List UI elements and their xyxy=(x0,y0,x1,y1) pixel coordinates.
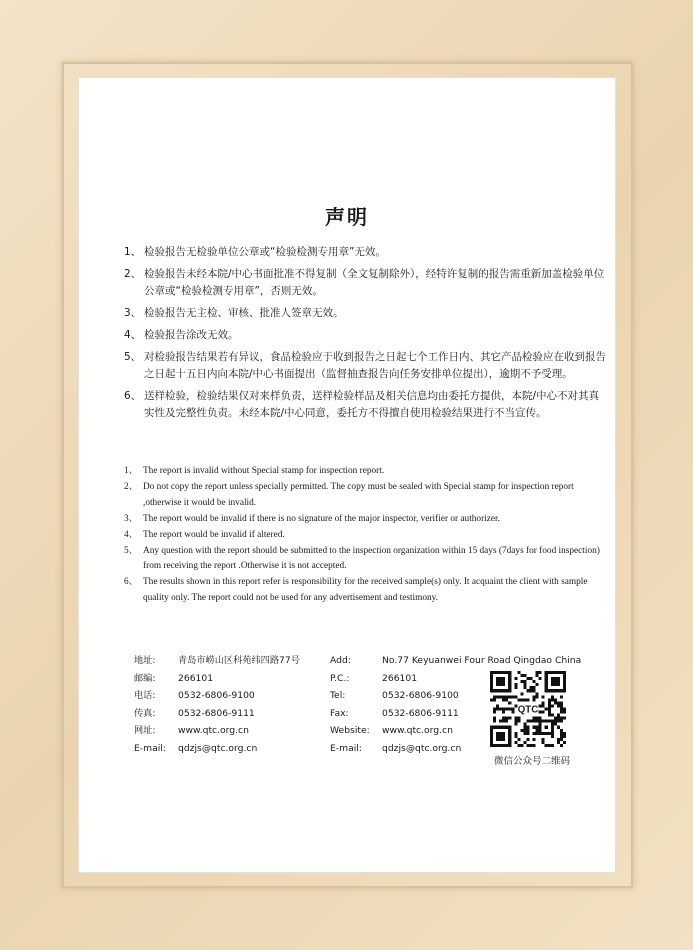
item-number: 4、 xyxy=(124,529,138,540)
qr-caption: 微信公众号二维码 xyxy=(493,756,570,767)
contact-value-cn: qdzjs@qtc.org.cn xyxy=(178,742,258,754)
contact-row xyxy=(134,652,582,670)
item-number: 1、 xyxy=(124,246,142,258)
contact-value-cn: 0532-6806-9111 xyxy=(178,707,255,719)
document-page xyxy=(78,77,616,873)
qr-logo-text: QTC xyxy=(517,704,539,716)
contact-label-en: Fax: xyxy=(330,707,349,719)
item-number: 6、 xyxy=(124,390,142,402)
contact-row xyxy=(134,705,514,723)
contact-label-en: Add: xyxy=(330,655,351,666)
list-item xyxy=(124,349,608,383)
item-text: 检验报告未经本院/中心书面批准不得复制（全文复制除外），经特许复制的报告需重新加盖检验单位公章或“检验检测专用章”，否则无效。 xyxy=(144,268,605,297)
contact-value-en: qdzjs@qtc.org.cn xyxy=(382,742,462,754)
contact-value-en: 0532-6806-9100 xyxy=(382,690,459,702)
contact-value-en: No.77 Keyuanwei Four Road Qingdao China xyxy=(382,655,582,666)
contact-row xyxy=(134,740,514,758)
item-text: The report would be invalid if altered. xyxy=(143,529,285,540)
english-statement-list xyxy=(124,464,608,607)
item-text: 检验报告无主检、审核、批准人签章无效。 xyxy=(144,307,344,319)
contact-label-cn: 电话: xyxy=(134,690,156,702)
contact-row xyxy=(134,722,514,740)
item-number: 4、 xyxy=(124,329,142,341)
contact-row xyxy=(134,670,514,688)
list-item xyxy=(124,388,608,422)
item-text: The report would be invalid if there is no signature of the major inspector, verifier or authorizer. xyxy=(143,513,500,524)
list-item xyxy=(124,305,608,322)
contact-value-cn: 0532-6806-9100 xyxy=(178,690,255,702)
contact-label-cn: 邮编: xyxy=(134,672,156,684)
item-number: 2、 xyxy=(124,482,138,493)
chinese-statement-list xyxy=(124,244,608,427)
item-text: 送样检验，检验结果仅对来样负责，送样检验样品及相关信息均由委托方提供，本院/中心不对其真实性及完整性负责。未经本院/中心同意，委托方不得擅自使用检验结果进行不当宣传。 xyxy=(144,390,600,419)
list-item xyxy=(124,266,608,300)
contact-value-cn: www.qtc.org.cn xyxy=(178,725,249,737)
list-item xyxy=(124,528,608,544)
item-number: 6、 xyxy=(124,577,138,588)
contact-value-en: 0532-6806-9111 xyxy=(382,707,459,719)
list-item xyxy=(124,575,608,606)
contact-label-cn: E-mail: xyxy=(134,742,166,754)
contact-label-en: E-mail: xyxy=(330,742,362,754)
contact-value-en: 266101 xyxy=(382,672,418,684)
item-number: 5、 xyxy=(124,351,142,363)
item-number: 2、 xyxy=(124,268,142,280)
contact-label-cn: 网址: xyxy=(134,725,156,737)
item-text: Do not copy the report unless specially permitted. The copy must be sealed with Special stamp for inspection report ,otherwise it would be invalid. xyxy=(143,482,574,508)
item-number: 1、 xyxy=(124,466,138,476)
contact-label-cn: 地址: xyxy=(134,655,156,666)
contact-label-cn: 传真: xyxy=(134,707,156,719)
item-number: 3、 xyxy=(124,307,142,319)
list-item xyxy=(124,464,608,480)
contact-value-cn: 青岛市崂山区科苑纬四路77号 xyxy=(178,655,300,666)
contact-row xyxy=(134,687,514,705)
item-text: 检验报告无检验单位公章或“检验检测专用章”无效。 xyxy=(144,246,386,258)
item-number: 3、 xyxy=(124,513,138,524)
item-text: The report is invalid without Special stamp for inspection report. xyxy=(143,466,385,476)
list-item xyxy=(124,512,608,528)
contact-value-en: www.qtc.org.cn xyxy=(382,725,453,737)
page-title: 声明 xyxy=(325,205,369,229)
wechat-qr-code xyxy=(490,671,566,747)
contact-value-cn: 266101 xyxy=(178,672,214,684)
item-number: 5、 xyxy=(124,545,138,556)
item-text: Any question with the report should be submitted to the inspection organization within 15 days (7days for food inspection) from receiving the report .Otherwise it is not accepted. xyxy=(143,545,600,572)
item-text: The results shown in this report refer is responsibility for the received sample(s) only. It acquaint the client with sample quality only. The report could not be used for any advertisement and testimony. xyxy=(143,577,588,603)
contact-info xyxy=(134,652,582,758)
contact-label-en: Website: xyxy=(330,725,370,737)
list-item xyxy=(124,544,608,575)
item-text: 检验报告涂改无效。 xyxy=(144,329,239,341)
list-item xyxy=(124,480,608,511)
list-item xyxy=(124,244,608,261)
contact-label-en: P.C.: xyxy=(330,672,350,684)
list-item xyxy=(124,327,608,344)
contact-label-en: Tel: xyxy=(330,690,346,702)
item-text: 对检验报告结果若有异议，食品检验应于收到报告之日起七个工作日内、其它产品检验应在收到报告之日起十五日内向本院/中心书面提出（监督抽查报告向任务安排单位提出），逾期不予受理。 xyxy=(144,351,606,380)
